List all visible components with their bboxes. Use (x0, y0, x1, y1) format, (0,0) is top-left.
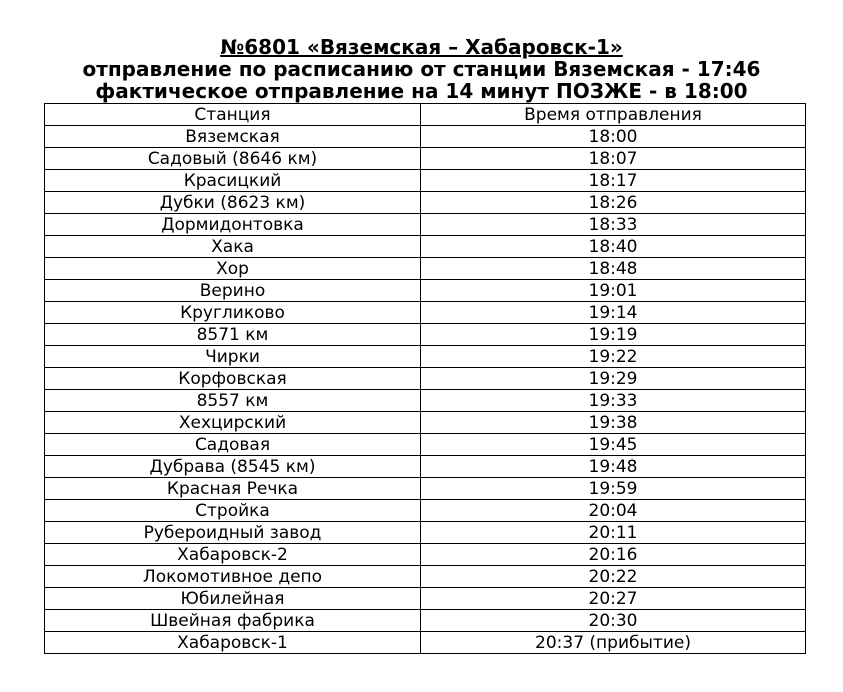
station-name-cell: Хабаровск-1 (45, 632, 421, 654)
departure-time-cell: 20:22 (421, 566, 806, 588)
departure-time-cell: 20:30 (421, 610, 806, 632)
table-row (45, 478, 806, 500)
table-row (45, 192, 806, 214)
station-name-cell: Дубки (8623 км) (45, 192, 421, 214)
station-name-cell: Швейная фабрика (45, 610, 421, 632)
departure-time-cell: 20:27 (421, 588, 806, 610)
departure-time-cell: 19:33 (421, 390, 806, 412)
departure-time-cell: 18:07 (421, 148, 806, 170)
table-row (45, 280, 806, 302)
departure-time-cell: 19:48 (421, 456, 806, 478)
table-row (45, 170, 806, 192)
table-row (45, 610, 806, 632)
station-name-cell: Садовая (45, 434, 421, 456)
table-row (45, 412, 806, 434)
station-name-cell: Кругликово (45, 302, 421, 324)
actual-departure-line: фактическое отправление на 14 минут ПОЗЖЕ - в 18:00 (95, 79, 748, 103)
departure-time-cell: 20:11 (421, 522, 806, 544)
departure-time-cell: 18:26 (421, 192, 806, 214)
departure-time-cell: 19:38 (421, 412, 806, 434)
station-name-cell: Хехцирский (45, 412, 421, 434)
table-row (45, 214, 806, 236)
station-name-cell: Хабаровск-2 (45, 544, 421, 566)
departure-time-cell: 18:48 (421, 258, 806, 280)
departure-time-cell: 20:04 (421, 500, 806, 522)
table-row (45, 522, 806, 544)
schedule-table (44, 103, 806, 654)
schedule-header (0, 36, 843, 102)
station-name-cell: Юбилейная (45, 588, 421, 610)
station-name-cell: 8557 км (45, 390, 421, 412)
departure-time-cell: 19:29 (421, 368, 806, 390)
table-row (45, 258, 806, 280)
departure-time-cell: 19:01 (421, 280, 806, 302)
departure-time-cell: 20:37 (прибытие) (421, 632, 806, 654)
table-row (45, 390, 806, 412)
train-title: №6801 «Вяземская – Хабаровск-1» (220, 35, 623, 59)
departure-time-cell: 19:19 (421, 324, 806, 346)
departure-time-cell: 18:17 (421, 170, 806, 192)
table-row (45, 126, 806, 148)
station-name-cell: Рубероидный завод (45, 522, 421, 544)
station-name-cell: Корфовская (45, 368, 421, 390)
station-name-cell: Локомотивное депо (45, 566, 421, 588)
table-header-row (45, 104, 806, 126)
table-row (45, 544, 806, 566)
departure-time-cell: 18:33 (421, 214, 806, 236)
departure-time-cell: 20:16 (421, 544, 806, 566)
station-name-cell: Красная Речка (45, 478, 421, 500)
table-row (45, 302, 806, 324)
station-name-cell: Хака (45, 236, 421, 258)
departure-time-cell: 19:14 (421, 302, 806, 324)
departure-time-cell: 19:22 (421, 346, 806, 368)
station-name-cell: Дубрава (8545 км) (45, 456, 421, 478)
table-row (45, 236, 806, 258)
station-name-cell: Верино (45, 280, 421, 302)
column-header-departure-time: Время отправления (421, 104, 806, 126)
station-name-cell: Дормидонтовка (45, 214, 421, 236)
table-row (45, 632, 806, 654)
table-row (45, 434, 806, 456)
table-row (45, 368, 806, 390)
scheduled-departure-line: отправление по расписанию от станции Вяземская - 17:46 (82, 57, 761, 81)
table-row (45, 500, 806, 522)
departure-time-cell: 18:00 (421, 126, 806, 148)
departure-time-cell: 19:59 (421, 478, 806, 500)
station-name-cell: Хор (45, 258, 421, 280)
departure-time-cell: 19:45 (421, 434, 806, 456)
station-name-cell: Садовый (8646 км) (45, 148, 421, 170)
station-name-cell: Чирки (45, 346, 421, 368)
column-header-station: Станция (45, 104, 421, 126)
table-row (45, 588, 806, 610)
table-row (45, 148, 806, 170)
departure-time-cell: 18:40 (421, 236, 806, 258)
table-row (45, 566, 806, 588)
table-row (45, 346, 806, 368)
table-row (45, 324, 806, 346)
table-row (45, 456, 806, 478)
station-name-cell: Стройка (45, 500, 421, 522)
station-name-cell: Вяземская (45, 126, 421, 148)
station-name-cell: Красицкий (45, 170, 421, 192)
station-name-cell: 8571 км (45, 324, 421, 346)
